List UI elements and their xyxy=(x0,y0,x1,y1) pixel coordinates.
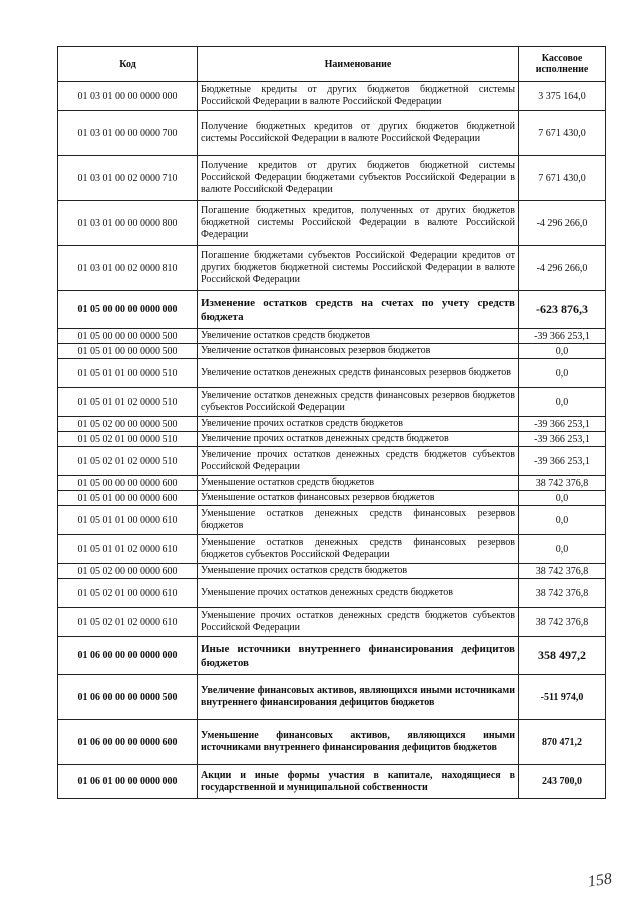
row-code: 01 05 02 00 00 0000 600 xyxy=(58,564,198,579)
row-value: -4 296 266,0 xyxy=(519,201,606,246)
row-code: 01 05 01 00 00 0000 500 xyxy=(58,344,198,359)
row-value: -4 296 266,0 xyxy=(519,246,606,291)
table-row xyxy=(58,447,606,476)
row-value: 243 700,0 xyxy=(519,765,606,799)
table-row xyxy=(58,491,606,506)
row-value: 0,0 xyxy=(519,388,606,417)
header-name: Наименование xyxy=(198,47,519,82)
budget-table-container xyxy=(57,46,605,799)
row-code: 01 05 02 01 00 0000 510 xyxy=(58,432,198,447)
table-row xyxy=(58,111,606,156)
row-code: 01 05 00 00 00 0000 000 xyxy=(58,291,198,329)
row-name: Уменьшение финансовых активов, являющихся иными источниками внутреннего финансирования дефицитов бюджетов xyxy=(198,720,519,765)
table-header-row xyxy=(58,47,606,82)
table-row xyxy=(58,506,606,535)
row-name: Увеличение прочих остатков денежных средств бюджетов xyxy=(198,432,519,447)
row-code: 01 03 01 00 02 0000 710 xyxy=(58,156,198,201)
row-name: Уменьшение прочих остатков средств бюджетов xyxy=(198,564,519,579)
row-name: Увеличение финансовых активов, являющихся иными источниками внутреннего финансирования дефицитов бюджетов xyxy=(198,675,519,720)
row-value: -39 366 253,1 xyxy=(519,447,606,476)
row-value: 0,0 xyxy=(519,344,606,359)
table-row xyxy=(58,476,606,491)
row-code: 01 03 01 00 02 0000 810 xyxy=(58,246,198,291)
table-row xyxy=(58,579,606,608)
row-name: Увеличение остатков финансовых резервов бюджетов xyxy=(198,344,519,359)
row-code: 01 05 02 01 02 0000 610 xyxy=(58,608,198,637)
table-row xyxy=(58,329,606,344)
row-code: 01 03 01 00 00 0000 700 xyxy=(58,111,198,156)
row-code: 01 05 01 01 00 0000 610 xyxy=(58,506,198,535)
row-code: 01 05 01 00 00 0000 600 xyxy=(58,491,198,506)
row-name: Уменьшение остатков денежных средств финансовых резервов бюджетов xyxy=(198,506,519,535)
row-value: -39 366 253,1 xyxy=(519,417,606,432)
table-row xyxy=(58,720,606,765)
row-value: -511 974,0 xyxy=(519,675,606,720)
row-code: 01 05 00 00 00 0000 600 xyxy=(58,476,198,491)
table-row xyxy=(58,675,606,720)
table-row xyxy=(58,388,606,417)
row-code: 01 05 01 01 02 0000 510 xyxy=(58,388,198,417)
row-code: 01 05 00 00 00 0000 500 xyxy=(58,329,198,344)
table-row xyxy=(58,432,606,447)
row-name: Увеличение остатков денежных средств финансовых резервов бюджетов xyxy=(198,359,519,388)
row-name: Погашение бюджетами субъектов Российской Федерации кредитов от других бюджетов бюджетной системы Российской Федерации в валюте Российской Федерации xyxy=(198,246,519,291)
row-value: 38 742 376,8 xyxy=(519,579,606,608)
row-value: 0,0 xyxy=(519,535,606,564)
page-number: 158 xyxy=(586,870,613,891)
row-name: Увеличение прочих остатков средств бюджетов xyxy=(198,417,519,432)
row-code: 01 06 00 00 00 0000 600 xyxy=(58,720,198,765)
table-row xyxy=(58,417,606,432)
table-row xyxy=(58,359,606,388)
table-row xyxy=(58,291,606,329)
header-code: Код xyxy=(58,47,198,82)
row-name: Увеличение остатков денежных средств финансовых резервов бюджетов субъектов Российской Федерации xyxy=(198,388,519,417)
row-value: 0,0 xyxy=(519,359,606,388)
row-name: Получение бюджетных кредитов от других бюджетов бюджетной системы Российской Федерации в валюте Российской Федерации xyxy=(198,111,519,156)
row-name: Погашение бюджетных кредитов, полученных от других бюджетов бюджетной системы Российской Федерации в валюте Российской Федерации xyxy=(198,201,519,246)
row-code: 01 05 01 01 02 0000 610 xyxy=(58,535,198,564)
row-name: Акции и иные формы участия в капитале, находящиеся в государственной и муниципальной собственности xyxy=(198,765,519,799)
row-value: -39 366 253,1 xyxy=(519,432,606,447)
row-code: 01 06 00 00 00 0000 500 xyxy=(58,675,198,720)
row-name: Уменьшение остатков денежных средств финансовых резервов бюджетов субъектов Российской Федерации xyxy=(198,535,519,564)
table-row xyxy=(58,344,606,359)
table-body xyxy=(58,82,606,799)
row-value: 0,0 xyxy=(519,491,606,506)
row-code: 01 03 01 00 00 0000 800 xyxy=(58,201,198,246)
row-code: 01 05 01 01 00 0000 510 xyxy=(58,359,198,388)
row-name: Увеличение остатков средств бюджетов xyxy=(198,329,519,344)
row-value: -623 876,3 xyxy=(519,291,606,329)
row-code: 01 05 02 01 02 0000 510 xyxy=(58,447,198,476)
budget-execution-table xyxy=(57,46,606,799)
row-value: 7 671 430,0 xyxy=(519,111,606,156)
table-row xyxy=(58,201,606,246)
row-name: Уменьшение прочих остатков денежных средств бюджетов субъектов Российской Федерации xyxy=(198,608,519,637)
row-value: -39 366 253,1 xyxy=(519,329,606,344)
row-value: 38 742 376,8 xyxy=(519,564,606,579)
row-code: 01 06 01 00 00 0000 000 xyxy=(58,765,198,799)
table-row xyxy=(58,564,606,579)
row-name: Иные источники внутреннего финансирования дефицитов бюджетов xyxy=(198,637,519,675)
table-row xyxy=(58,637,606,675)
row-value: 3 375 164,0 xyxy=(519,82,606,111)
row-name: Бюджетные кредиты от других бюджетов бюджетной системы Российской Федерации в валюте Российской Федерации xyxy=(198,82,519,111)
row-name: Получение кредитов от других бюджетов бюджетной системы Российской Федерации бюджетами субъектов Российской Федерации в валюте Российской Федерации xyxy=(198,156,519,201)
row-value: 0,0 xyxy=(519,506,606,535)
row-value: 358 497,2 xyxy=(519,637,606,675)
row-code: 01 03 01 00 00 0000 000 xyxy=(58,82,198,111)
table-row xyxy=(58,246,606,291)
row-name: Увеличение прочих остатков денежных средств бюджетов субъектов Российской Федерации xyxy=(198,447,519,476)
row-value: 38 742 376,8 xyxy=(519,608,606,637)
table-row xyxy=(58,608,606,637)
table-row xyxy=(58,765,606,799)
row-name: Уменьшение прочих остатков денежных средств бюджетов xyxy=(198,579,519,608)
row-name: Уменьшение остатков финансовых резервов бюджетов xyxy=(198,491,519,506)
table-row xyxy=(58,82,606,111)
row-value: 38 742 376,8 xyxy=(519,476,606,491)
row-value: 870 471,2 xyxy=(519,720,606,765)
row-name: Изменение остатков средств на счетах по учету средств бюджета xyxy=(198,291,519,329)
row-code: 01 05 02 01 00 0000 610 xyxy=(58,579,198,608)
header-value: Кассовое исполнение xyxy=(519,47,606,82)
table-row xyxy=(58,535,606,564)
row-code: 01 06 00 00 00 0000 000 xyxy=(58,637,198,675)
row-code: 01 05 02 00 00 0000 500 xyxy=(58,417,198,432)
row-value: 7 671 430,0 xyxy=(519,156,606,201)
table-row xyxy=(58,156,606,201)
row-name: Уменьшение остатков средств бюджетов xyxy=(198,476,519,491)
